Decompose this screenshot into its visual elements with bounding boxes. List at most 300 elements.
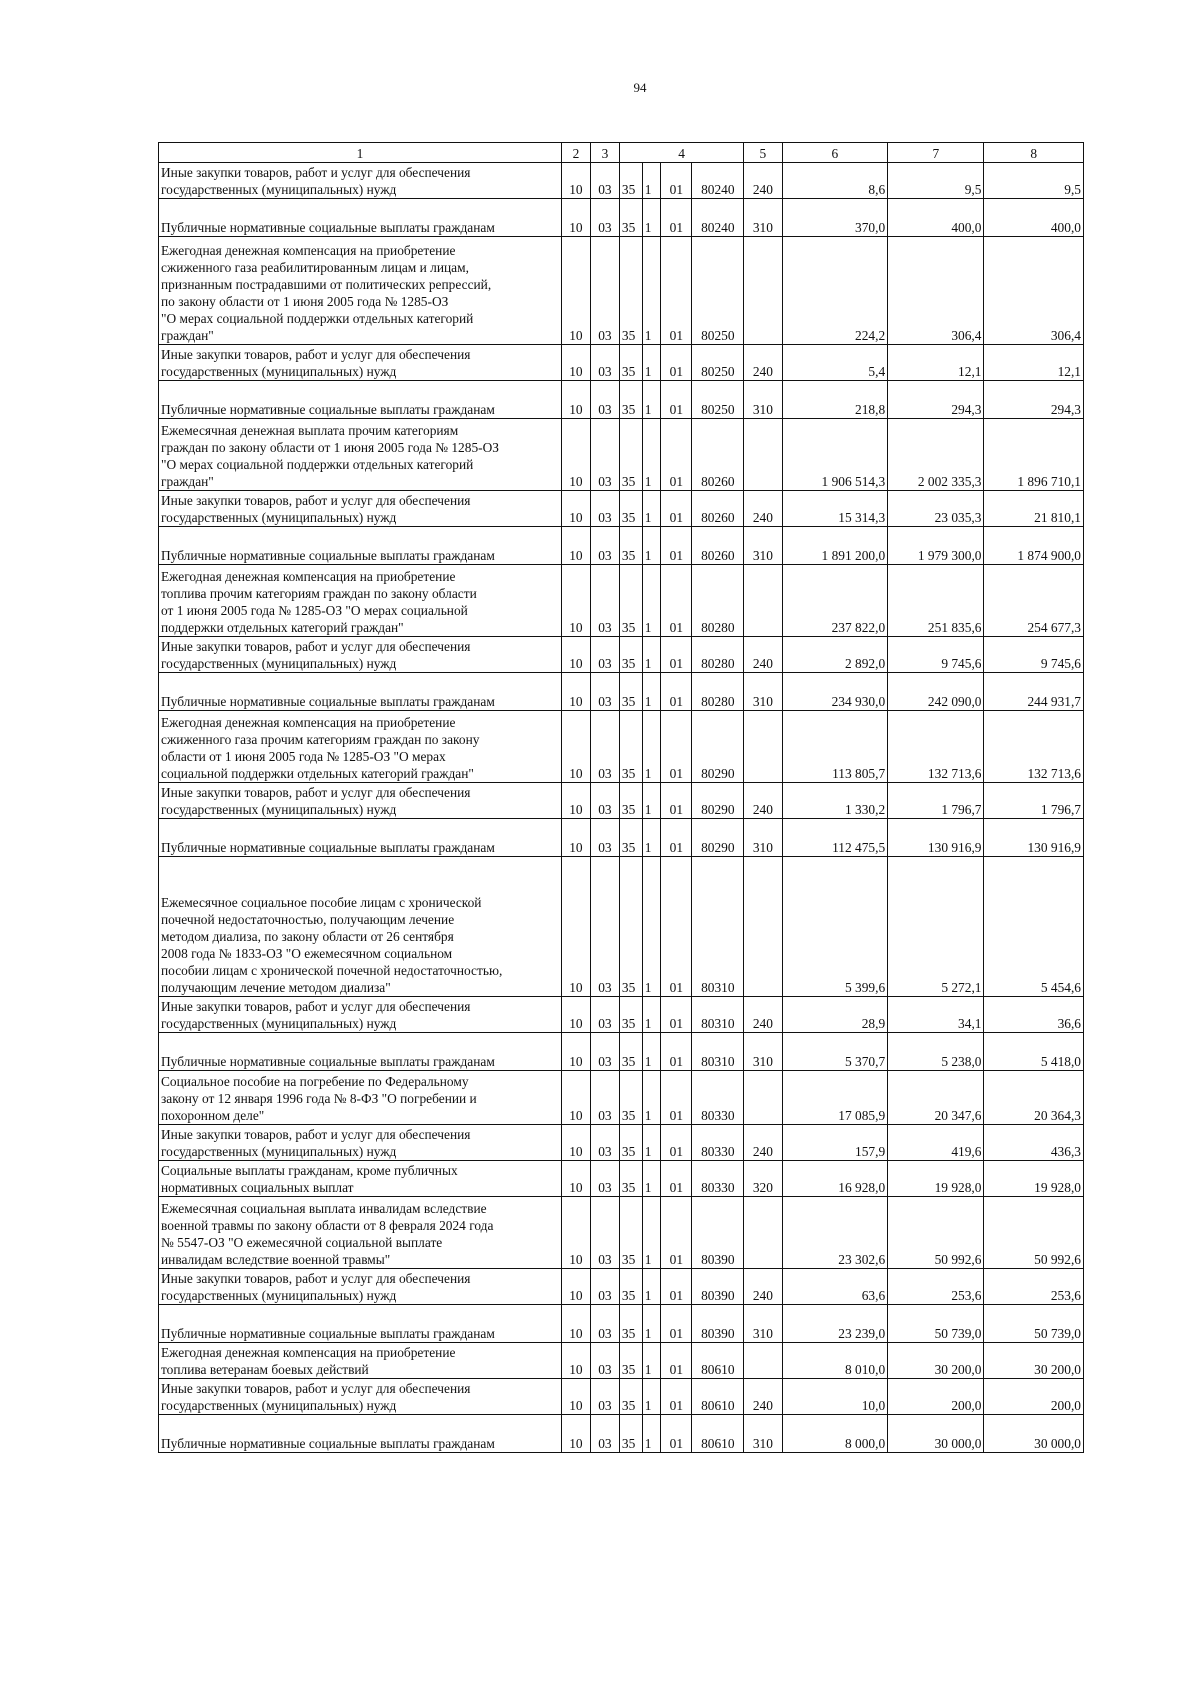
section-code: 10 [561,1415,590,1453]
target-code-subprogram: 1 [642,381,661,419]
table-row [159,381,1084,419]
section-code: 10 [561,1033,590,1071]
expense-type-code [744,1343,782,1379]
description-line: топлива ветеранам боевых действий [161,1362,369,1377]
description-line: Иные закупки товаров, работ и услуг для обеспечения [161,347,471,362]
subsection-code: 03 [590,419,619,491]
expense-type-code [744,565,782,637]
target-code-direction: 80610 [692,1379,744,1415]
description-line: Иные закупки товаров, работ и услуг для обеспечения [161,1271,471,1286]
table-header-row [159,143,1084,163]
target-code-direction: 80310 [692,997,744,1033]
table-row [159,1343,1084,1379]
amount-col-7: 419,6 [888,1125,984,1161]
table-row [159,1379,1084,1415]
section-code: 10 [561,491,590,527]
row-description [159,673,562,711]
table-row [159,857,1084,997]
amount-col-8: 253,6 [984,1269,1084,1305]
row-description [159,1197,562,1269]
target-code-program: 35 [619,527,642,565]
target-code-program: 35 [619,199,642,237]
row-description [159,637,562,673]
description-line: Публичные нормативные социальные выплаты гражданам [161,694,495,709]
section-code: 10 [561,199,590,237]
row-description [159,1071,562,1125]
target-code-subprogram: 1 [642,1379,661,1415]
subsection-code: 03 [590,1343,619,1379]
amount-col-7: 242 090,0 [888,673,984,711]
target-code-direction: 80290 [692,819,744,857]
amount-col-6: 15 314,3 [782,491,888,527]
row-description [159,419,562,491]
description-line: государственных (муниципальных) нужд [161,1016,397,1031]
subsection-code: 03 [590,1125,619,1161]
amount-col-8: 21 810,1 [984,491,1084,527]
expense-type-code: 240 [744,637,782,673]
description-line: социальной поддержки отдельных категорий граждан" [161,766,474,781]
description-line: государственных (муниципальных) нужд [161,1398,397,1413]
subsection-code: 03 [590,491,619,527]
target-code-subprogram: 1 [642,997,661,1033]
description-line: сжиженного газа реабилитированным лицам и лицам, [161,260,469,275]
table-row [159,199,1084,237]
row-description [159,1379,562,1415]
description-line: государственных (муниципальных) нужд [161,510,397,525]
target-code-program: 35 [619,237,642,345]
target-code-subprogram: 1 [642,491,661,527]
description-line: Ежегодная денежная компенсация на приобретение [161,1345,456,1360]
section-code: 10 [561,527,590,565]
description-line: государственных (муниципальных) нужд [161,364,397,379]
table-row [159,1071,1084,1125]
expense-type-code: 310 [744,1415,782,1453]
target-code-subprogram: 1 [642,711,661,783]
amount-col-6: 237 822,0 [782,565,888,637]
target-code-direction: 80280 [692,565,744,637]
subsection-code: 03 [590,1071,619,1125]
amount-col-7: 34,1 [888,997,984,1033]
target-code-group: 01 [661,819,692,857]
target-code-group: 01 [661,1071,692,1125]
description-line: Ежегодная денежная компенсация на приобретение [161,243,456,258]
description-line: "О мерах социальной поддержки отдельных категорий [161,311,474,326]
row-description [159,237,562,345]
amount-col-7: 50 992,6 [888,1197,984,1269]
subsection-code: 03 [590,1379,619,1415]
col-header-2: 2 [561,143,590,163]
expense-type-code: 310 [744,199,782,237]
target-code-group: 01 [661,237,692,345]
subsection-code: 03 [590,381,619,419]
col-header-1: 1 [159,143,562,163]
amount-col-7: 2 002 335,3 [888,419,984,491]
target-code-group: 01 [661,997,692,1033]
amount-col-8: 9 745,6 [984,637,1084,673]
amount-col-7: 1 796,7 [888,783,984,819]
description-line: сжиженного газа прочим категориям граждан по закону [161,732,480,747]
row-description [159,1415,562,1453]
target-code-program: 35 [619,673,642,711]
table-row [159,637,1084,673]
target-code-program: 35 [619,381,642,419]
table-row [159,1197,1084,1269]
amount-col-7: 200,0 [888,1379,984,1415]
row-description [159,857,562,997]
amount-col-6: 2 892,0 [782,637,888,673]
description-line [161,202,559,219]
description-line [161,384,559,401]
subsection-code: 03 [590,1161,619,1197]
amount-col-8: 5 418,0 [984,1033,1084,1071]
target-code-subprogram: 1 [642,527,661,565]
target-code-program: 35 [619,711,642,783]
row-description [159,1269,562,1305]
amount-col-8: 20 364,3 [984,1071,1084,1125]
target-code-group: 01 [661,711,692,783]
subsection-code: 03 [590,565,619,637]
amount-col-6: 8 010,0 [782,1343,888,1379]
amount-col-7: 5 272,1 [888,857,984,997]
target-code-group: 01 [661,1379,692,1415]
target-code-direction: 80330 [692,1161,744,1197]
target-code-program: 35 [619,345,642,381]
description-line: Ежегодная денежная компенсация на приобретение [161,569,456,584]
target-code-subprogram: 1 [642,199,661,237]
description-line: Иные закупки товаров, работ и услуг для обеспечения [161,493,471,508]
description-line [161,1418,559,1435]
description-line [161,877,559,894]
target-code-subprogram: 1 [642,419,661,491]
amount-col-8: 1 896 710,1 [984,419,1084,491]
description-line: Публичные нормативные социальные выплаты гражданам [161,220,495,235]
target-code-direction: 80610 [692,1343,744,1379]
expense-type-code: 240 [744,491,782,527]
target-code-subprogram: 1 [642,1033,661,1071]
expense-type-code: 240 [744,345,782,381]
amount-col-8: 50 739,0 [984,1305,1084,1343]
target-code-program: 35 [619,1033,642,1071]
target-code-program: 35 [619,857,642,997]
amount-col-8: 436,3 [984,1125,1084,1161]
target-code-program: 35 [619,1415,642,1453]
target-code-subprogram: 1 [642,565,661,637]
row-description [159,1161,562,1197]
expense-type-code [744,419,782,491]
target-code-direction: 80280 [692,637,744,673]
subsection-code: 03 [590,527,619,565]
amount-col-8: 1 874 900,0 [984,527,1084,565]
target-code-direction: 80310 [692,857,744,997]
table-row [159,1033,1084,1071]
amount-col-8: 30 200,0 [984,1343,1084,1379]
target-code-group: 01 [661,1125,692,1161]
description-line: Иные закупки товаров, работ и услуг для обеспечения [161,785,471,800]
section-code: 10 [561,1305,590,1343]
target-code-program: 35 [619,637,642,673]
budget-table [158,142,1084,1453]
target-code-program: 35 [619,419,642,491]
section-code: 10 [561,419,590,491]
target-code-group: 01 [661,673,692,711]
target-code-group: 01 [661,1269,692,1305]
description-line [161,822,559,839]
amount-col-8: 12,1 [984,345,1084,381]
amount-col-7: 12,1 [888,345,984,381]
expense-type-code: 310 [744,1033,782,1071]
amount-col-6: 157,9 [782,1125,888,1161]
section-code: 10 [561,381,590,419]
amount-col-6: 113 805,7 [782,711,888,783]
row-description [159,1343,562,1379]
target-code-program: 35 [619,1343,642,1379]
subsection-code: 03 [590,1305,619,1343]
description-line [161,1308,559,1325]
description-line: методом диализа, по закону области от 26 сентября [161,929,454,944]
target-code-group: 01 [661,1415,692,1453]
description-line: № 5547-ОЗ "О ежемесячной социальной выплате [161,1235,443,1250]
description-line: Иные закупки товаров, работ и услуг для обеспечения [161,1127,471,1142]
amount-col-7: 251 835,6 [888,565,984,637]
target-code-program: 35 [619,163,642,199]
expense-type-code [744,1197,782,1269]
target-code-group: 01 [661,345,692,381]
target-code-group: 01 [661,1161,692,1197]
target-code-group: 01 [661,381,692,419]
description-line: Ежемесячная социальная выплата инвалидам вследствие [161,1201,487,1216]
target-code-direction: 80610 [692,1415,744,1453]
target-code-subprogram: 1 [642,783,661,819]
amount-col-8: 30 000,0 [984,1415,1084,1453]
target-code-group: 01 [661,637,692,673]
table-row [159,565,1084,637]
target-code-subprogram: 1 [642,1197,661,1269]
target-code-program: 35 [619,1305,642,1343]
target-code-program: 35 [619,997,642,1033]
description-line: Публичные нормативные социальные выплаты гражданам [161,402,495,417]
amount-col-8: 36,6 [984,997,1084,1033]
section-code: 10 [561,857,590,997]
target-code-direction: 80390 [692,1305,744,1343]
expense-type-code: 240 [744,163,782,199]
amount-col-7: 253,6 [888,1269,984,1305]
amount-col-6: 16 928,0 [782,1161,888,1197]
description-line [161,860,559,877]
row-description [159,1033,562,1071]
subsection-code: 03 [590,673,619,711]
amount-col-7: 19 928,0 [888,1161,984,1197]
description-line: от 1 июня 2005 года № 1285-ОЗ "О мерах социальной [161,603,468,618]
table-row [159,1415,1084,1453]
target-code-direction: 80390 [692,1197,744,1269]
target-code-subprogram: 1 [642,1071,661,1125]
target-code-direction: 80250 [692,345,744,381]
table-row [159,345,1084,381]
target-code-program: 35 [619,1269,642,1305]
target-code-subprogram: 1 [642,1343,661,1379]
target-code-group: 01 [661,1033,692,1071]
section-code: 10 [561,1379,590,1415]
description-line: граждан" [161,328,214,343]
amount-col-6: 5,4 [782,345,888,381]
target-code-direction: 80290 [692,783,744,819]
amount-col-8: 294,3 [984,381,1084,419]
target-code-program: 35 [619,1197,642,1269]
amount-col-6: 5 370,7 [782,1033,888,1071]
target-code-group: 01 [661,783,692,819]
target-code-direction: 80250 [692,237,744,345]
target-code-program: 35 [619,1125,642,1161]
amount-col-7: 130 916,9 [888,819,984,857]
target-code-direction: 80260 [692,491,744,527]
section-code: 10 [561,163,590,199]
subsection-code: 03 [590,237,619,345]
subsection-code: 03 [590,857,619,997]
target-code-subprogram: 1 [642,819,661,857]
target-code-program: 35 [619,1071,642,1125]
table-row [159,1305,1084,1343]
amount-col-7: 5 238,0 [888,1033,984,1071]
expense-type-code: 310 [744,819,782,857]
table-row [159,419,1084,491]
description-line: Публичные нормативные социальные выплаты гражданам [161,1054,495,1069]
description-line: государственных (муниципальных) нужд [161,1144,397,1159]
amount-col-6: 8,6 [782,163,888,199]
description-line: Ежемесячное социальное пособие лицам с хронической [161,895,482,910]
col-header-4: 4 [619,143,743,163]
description-line: Иные закупки товаров, работ и услуг для обеспечения [161,1381,471,1396]
subsection-code: 03 [590,1197,619,1269]
amount-col-6: 218,8 [782,381,888,419]
expense-type-code: 310 [744,1305,782,1343]
target-code-program: 35 [619,1161,642,1197]
amount-col-8: 306,4 [984,237,1084,345]
amount-col-6: 112 475,5 [782,819,888,857]
subsection-code: 03 [590,199,619,237]
amount-col-8: 244 931,7 [984,673,1084,711]
table-row [159,1125,1084,1161]
amount-col-8: 400,0 [984,199,1084,237]
section-code: 10 [561,711,590,783]
target-code-direction: 80290 [692,711,744,783]
table-row [159,783,1084,819]
target-code-program: 35 [619,819,642,857]
col-header-6: 6 [782,143,888,163]
subsection-code: 03 [590,345,619,381]
description-line: нормативных социальных выплат [161,1180,354,1195]
expense-type-code: 310 [744,673,782,711]
section-code: 10 [561,997,590,1033]
description-line: признанным пострадавшими от политических репрессий, [161,277,492,292]
amount-col-7: 20 347,6 [888,1071,984,1125]
target-code-program: 35 [619,1379,642,1415]
target-code-subprogram: 1 [642,237,661,345]
subsection-code: 03 [590,163,619,199]
expense-type-code [744,857,782,997]
amount-col-7: 30 000,0 [888,1415,984,1453]
expense-type-code [744,237,782,345]
description-line: поддержки отдельных категорий граждан" [161,620,404,635]
amount-col-6: 63,6 [782,1269,888,1305]
target-code-group: 01 [661,527,692,565]
table-row [159,711,1084,783]
subsection-code: 03 [590,711,619,783]
target-code-subprogram: 1 [642,1125,661,1161]
subsection-code: 03 [590,1415,619,1453]
amount-col-7: 23 035,3 [888,491,984,527]
table-body [159,163,1084,1453]
expense-type-code: 320 [744,1161,782,1197]
amount-col-7: 9,5 [888,163,984,199]
expense-type-code [744,1071,782,1125]
amount-col-7: 50 739,0 [888,1305,984,1343]
section-code: 10 [561,1343,590,1379]
amount-col-7: 132 713,6 [888,711,984,783]
section-code: 10 [561,783,590,819]
table-row [159,673,1084,711]
description-line: топлива прочим категориям граждан по закону области [161,586,477,601]
description-line: Публичные нормативные социальные выплаты гражданам [161,840,495,855]
table-row [159,1161,1084,1197]
description-line: Иные закупки товаров, работ и услуг для обеспечения [161,165,471,180]
row-description [159,163,562,199]
amount-col-7: 400,0 [888,199,984,237]
amount-col-6: 1 906 514,3 [782,419,888,491]
subsection-code: 03 [590,1269,619,1305]
amount-col-8: 1 796,7 [984,783,1084,819]
description-line: похоронном деле" [161,1108,265,1123]
row-description [159,199,562,237]
description-line: 2008 года № 1833-ОЗ "О ежемесячном социальном [161,946,453,961]
description-line: Социальные выплаты гражданам, кроме публичных [161,1163,458,1178]
section-code: 10 [561,1197,590,1269]
target-code-subprogram: 1 [642,1305,661,1343]
description-line: военной травмы по закону области от 8 февраля 2024 года [161,1218,494,1233]
description-line: по закону области от 1 июня 2005 года № 1285-ОЗ [161,294,449,309]
amount-col-6: 17 085,9 [782,1071,888,1125]
amount-col-8: 200,0 [984,1379,1084,1415]
row-description [159,527,562,565]
amount-col-7: 9 745,6 [888,637,984,673]
description-line [161,1036,559,1053]
col-header-5: 5 [744,143,782,163]
description-line: Публичные нормативные социальные выплаты гражданам [161,548,495,563]
col-header-8: 8 [984,143,1084,163]
target-code-subprogram: 1 [642,163,661,199]
section-code: 10 [561,345,590,381]
amount-col-7: 294,3 [888,381,984,419]
description-line: закону от 12 января 1996 года № 8-ФЗ "О погребении и [161,1091,477,1106]
amount-col-8: 19 928,0 [984,1161,1084,1197]
description-line: Публичные нормативные социальные выплаты гражданам [161,1436,495,1451]
row-description [159,565,562,637]
col-header-7: 7 [888,143,984,163]
amount-col-8: 50 992,6 [984,1197,1084,1269]
amount-col-7: 306,4 [888,237,984,345]
target-code-subprogram: 1 [642,857,661,997]
row-description [159,1125,562,1161]
target-code-group: 01 [661,163,692,199]
target-code-program: 35 [619,491,642,527]
amount-col-6: 28,9 [782,997,888,1033]
target-code-group: 01 [661,1197,692,1269]
target-code-subprogram: 1 [642,1161,661,1197]
row-description [159,1305,562,1343]
amount-col-8: 132 713,6 [984,711,1084,783]
amount-col-7: 30 200,0 [888,1343,984,1379]
table-row [159,163,1084,199]
description-line: области от 1 июня 2005 года № 1285-ОЗ "О мерах [161,749,446,764]
